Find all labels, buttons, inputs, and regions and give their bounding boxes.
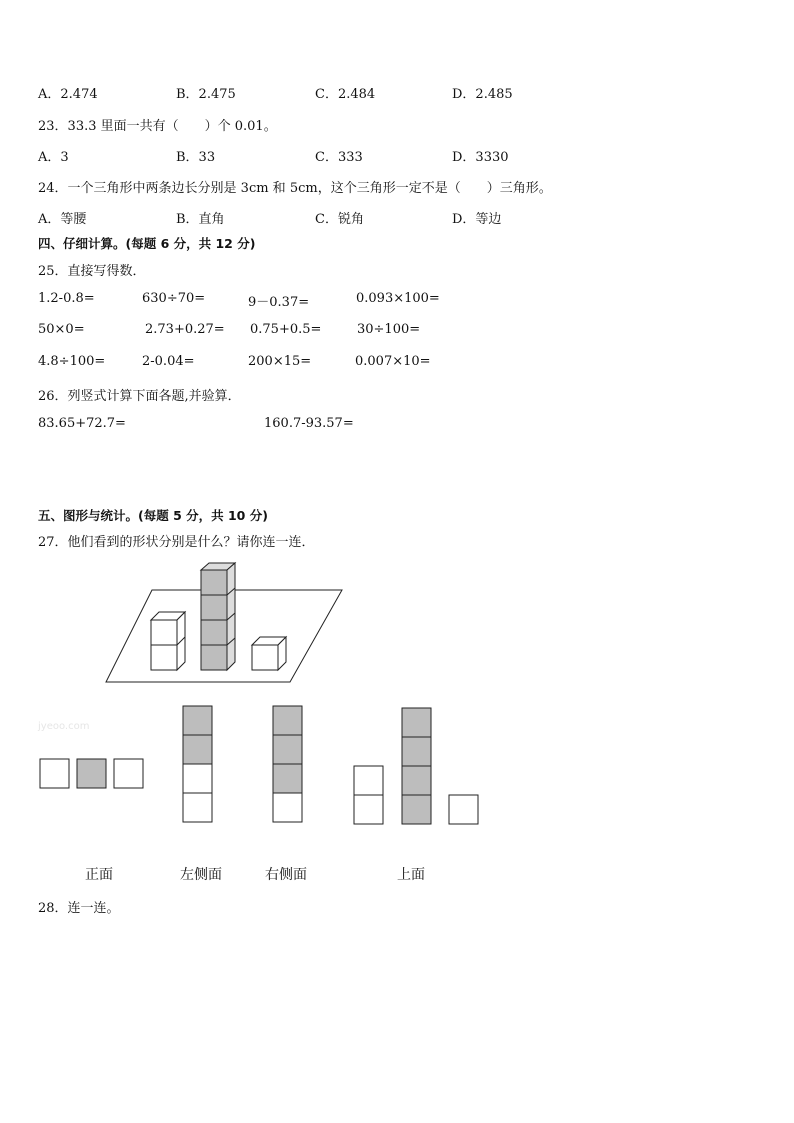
cube-stack-middle bbox=[201, 563, 235, 670]
q22-option-b: B．2.475 bbox=[176, 87, 236, 102]
q25-cell: 1.2-0.8= bbox=[38, 291, 95, 306]
q25-stem: 25．直接写得数． bbox=[38, 264, 146, 279]
q24-stem: 24．一个三角形中两条边长分别是 3cm 和 5cm，这个三角形一定不是（ ）三角形。 bbox=[38, 181, 552, 196]
q23-option-c: C．333 bbox=[315, 150, 363, 165]
q23-option-d: D．3330 bbox=[452, 150, 509, 165]
view-label-top: 上面 bbox=[397, 867, 425, 883]
q22-option-a: A．2.474 bbox=[38, 87, 98, 102]
q24-option-c: C．锐角 bbox=[315, 212, 364, 227]
q23-option-a: A．3 bbox=[38, 150, 69, 165]
section4-heading: 四、仔细计算。(每题 6 分，共 12 分) bbox=[38, 236, 256, 251]
q25-cell: 200×15= bbox=[248, 354, 312, 369]
view-option-combined bbox=[354, 708, 478, 824]
q25-cell: 2.73+0.27= bbox=[145, 322, 225, 337]
q25-cell: 4.8÷100= bbox=[38, 354, 106, 369]
watermark: jyeoo.com bbox=[38, 721, 90, 732]
q26-item: 160.7-93.57= bbox=[264, 416, 354, 431]
q24-option-a: A．等腰 bbox=[38, 212, 87, 227]
q25-cell: 2-0.04= bbox=[142, 354, 195, 369]
cube-stack-left bbox=[151, 612, 185, 670]
view-label-left: 左侧面 bbox=[180, 867, 222, 883]
q25-cell: 0.75+0.5= bbox=[250, 322, 322, 337]
view-label-front: 正面 bbox=[85, 867, 113, 883]
q24-option-b: B．直角 bbox=[176, 212, 225, 227]
q25-cell: 630÷70= bbox=[142, 291, 206, 306]
view-option-row bbox=[40, 759, 143, 788]
q26-stem: 26．列竖式计算下面各题,并验算． bbox=[38, 389, 241, 404]
q24-option-d: D．等边 bbox=[452, 212, 502, 227]
q25-cell: 0.007×10= bbox=[355, 354, 431, 369]
q28-stem: 28．连一连。 bbox=[38, 901, 120, 916]
cube-single-right bbox=[252, 637, 286, 670]
q23-option-b: B．33 bbox=[176, 150, 216, 165]
q25-cell: 50×0= bbox=[38, 322, 85, 337]
q25-cell: 30÷100= bbox=[357, 322, 421, 337]
q25-cell: 9－0.37= bbox=[248, 295, 310, 310]
view-option-column-b bbox=[273, 706, 302, 822]
q26-item: 83.65+72.7= bbox=[38, 416, 126, 431]
q25-cell: 0.093×100= bbox=[356, 291, 440, 306]
view-label-right: 右侧面 bbox=[265, 867, 307, 883]
q22-option-c: C．2.484 bbox=[315, 87, 376, 102]
q22-option-d: D．2.485 bbox=[452, 87, 513, 102]
view-option-column-a bbox=[183, 706, 212, 822]
q23-stem: 23．33.3 里面一共有（ ）个 0.01。 bbox=[38, 119, 277, 134]
q27-stem: 27．他们看到的形状分别是什么？请你连一连． bbox=[38, 535, 315, 550]
section5-heading: 五、图形与统计。(每题 5 分，共 10 分) bbox=[38, 508, 268, 523]
